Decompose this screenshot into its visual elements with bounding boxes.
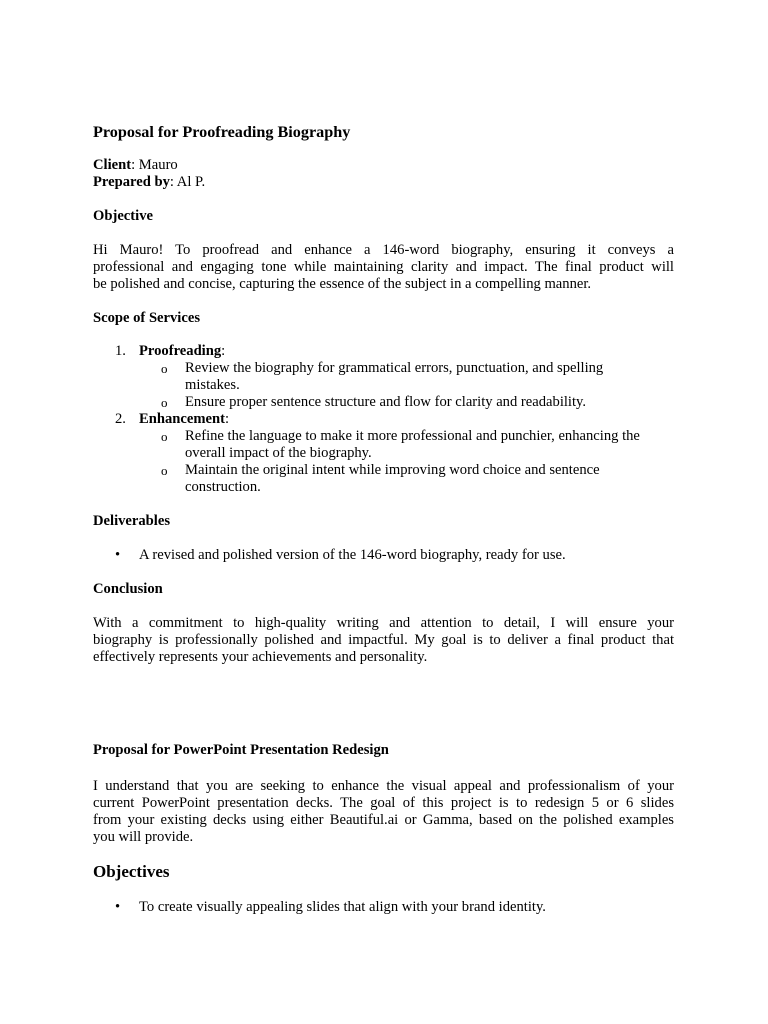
scope-item-suffix: : [221,343,226,359]
objective-heading: Objective [93,208,153,224]
client-value: : Mauro [131,157,178,173]
scope-heading: Scope of Services [93,310,200,326]
scope-subitem-line: Maintain the original intent while improving word choice and sentence [185,462,600,478]
conclusion-line: effectively represents your achievements and personality. [93,649,428,665]
scope-subitem-line: mistakes. [185,377,240,393]
objective-line: Hi Mauro! To proofread and enhance a 146-word biography, ensuring it conveys a [93,242,674,258]
deliverable-text: A revised and polished version of the 146-word biography, ready for use. [139,547,566,563]
conclusion-line: biography is professionally polished and impactful. My goal is to deliver a final product that [93,632,674,648]
scope-subitem-line: Ensure proper sentence structure and flow for clarity and readability. [185,394,587,410]
intro-line: from your existing decks using either Beautiful.ai or Gamma, based on the polished examples [93,812,674,828]
scope-subitem [93,360,674,394]
objectives-list [93,899,674,916]
proposal-meta [93,157,205,191]
intro-paragraph [93,778,674,846]
prepared-by-line [93,174,205,191]
scope-subitem-line: Review the biography for grammatical errors, punctuation, and spelling [185,360,604,376]
scope-item-proofreading [93,343,674,411]
scope-item-enhancement [93,411,674,496]
document-page [93,0,674,1024]
conclusion-line: With a commitment to high-quality writing and attention to detail, I will ensure your [93,615,674,631]
objective-paragraph [93,242,674,293]
scope-subitem-line: construction. [185,479,261,495]
objectives-heading: Objectives [93,862,170,881]
scope-item-label: Proofreading [139,343,222,359]
deliverable-item [93,547,674,564]
intro-line: I understand that you are seeking to enhance the visual appeal and professionalism of your [93,778,674,794]
bullet-icon: • [115,547,121,563]
hollow-bullet-icon: o [161,361,168,376]
objective-item [93,899,674,916]
intro-line: you will provide. [93,829,194,845]
deliverables-list [93,547,674,564]
conclusion-paragraph [93,615,674,666]
prepared-by-value: : Al P. [169,174,206,190]
objective-line: professional and engaging tone while maintaining clarity and impact. The final product will [93,259,674,275]
scope-item-suffix: : [224,411,230,427]
scope-subitem-line: overall impact of the biography. [185,445,372,461]
scope-subitem [93,462,674,496]
scope-list [93,343,674,496]
hollow-bullet-icon: o [161,395,168,410]
second-proposal-title: Proposal for PowerPoint Presentation Redesign [93,742,389,758]
client-label: Client [93,157,132,173]
scope-subitem [93,394,674,411]
intro-line: current PowerPoint presentation decks. The goal of this project is to redesign 5 or 6 slides [93,795,674,811]
hollow-bullet-icon: o [161,429,168,444]
scope-subitem-line: Refine the language to make it more professional and punchier, enhancing the [185,428,640,444]
scope-item-number: 1. [115,343,126,359]
client-line [93,157,205,174]
objective-item-text: To create visually appealing slides that align with your brand identity. [139,899,546,915]
conclusion-heading: Conclusion [93,581,163,597]
proposal-title: Proposal for Proofreading Biography [93,123,351,141]
objective-line: be polished and concise, capturing the essence of the subject in a compelling manner. [93,276,592,292]
prepared-by-label: Prepared by [93,174,170,190]
scope-item-label: Enhancement [139,411,225,427]
hollow-bullet-icon: o [161,463,168,478]
deliverables-heading: Deliverables [93,513,171,529]
scope-item-number: 2. [115,411,126,427]
bullet-icon: • [115,899,121,915]
scope-subitem [93,428,674,462]
